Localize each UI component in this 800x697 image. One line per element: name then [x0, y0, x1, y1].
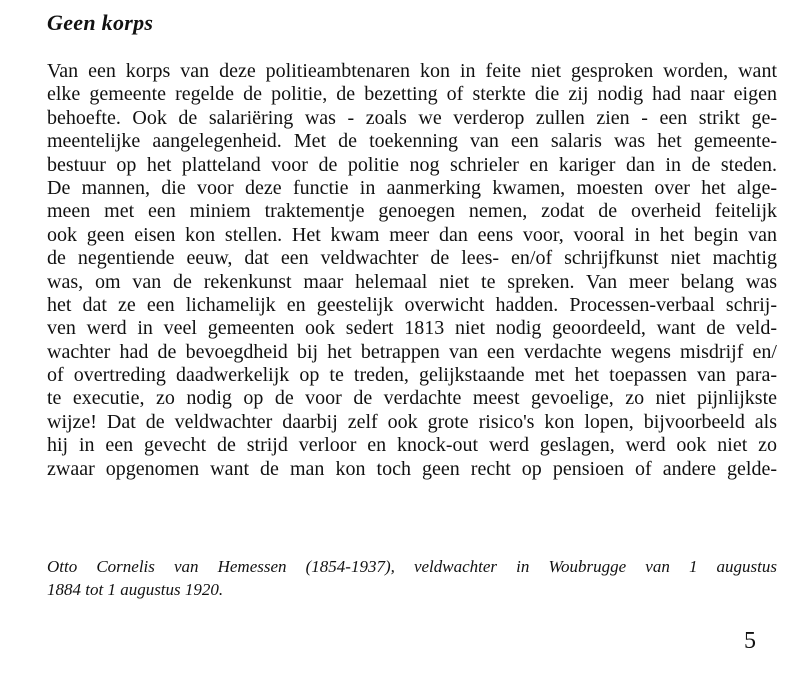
paragraph-line: De mannen, die voor deze functie in aanmerking kwamen, moesten over het alge- — [47, 176, 777, 199]
paragraph-line: ook geen eisen kon stellen. Het kwam meer dan eens voor, vooral in het begin van — [47, 223, 777, 246]
paragraph-line: hij in een gevecht de strijd verloor en knock-out werd geslagen, werd ook niet zo — [47, 434, 777, 457]
paragraph-line: ven werd in veel gemeenten ook sedert 1813 niet nodig geoordeeld, want de veld- — [47, 317, 777, 340]
paragraph-line: de negentiende eeuw, dat een veldwachter de lees- en/of schrijfkunst niet machtig — [47, 247, 777, 270]
paragraph-line: het dat ze een lichamelijk en geestelijk overwicht hadden. Processen-verbaal schrij- — [47, 293, 777, 316]
paragraph-line: wachter had de bevoegdheid bij het betrappen van een verdachte wegens misdrijf en/ — [47, 340, 777, 363]
paragraph-line: was, om van de rekenkunst maar helemaal niet te spreken. Van meer belang was — [47, 270, 777, 293]
caption-line: 1884 tot 1 augustus 1920. — [47, 580, 224, 599]
body-paragraph — [47, 60, 777, 481]
section-heading: Geen korps — [47, 10, 154, 35]
paragraph-line: te executie, zo nodig op de voor de verdachte meest gevoelige, zo niet pijnlijkste — [47, 387, 777, 410]
paragraph-line: Van een korps van deze politieambtenaren kon in feite niet gesproken worden, want — [47, 60, 777, 82]
paragraph-line: of overtreding daadwerkelijk op te treden, gelijkstaande met het toepassen van para- — [47, 364, 777, 387]
caption-line: Otto Cornelis van Hemessen (1854-1937), veldwachter in Woubrugge van 1 augustus — [47, 557, 777, 576]
paragraph-line: meentelijke aangelegenheid. Met de toekenning van een salaris was het gemeente- — [47, 130, 777, 153]
paragraph-line: elke gemeente regelde de politie, de bezetting of sterkte die zij nodig had naar eigen — [47, 83, 777, 106]
paragraph-line: behoefte. Ook de salariëring was - zoals we verderop zullen zien - een strikt ge- — [47, 106, 777, 129]
page-number: 5 — [744, 628, 756, 654]
photo-caption — [47, 555, 777, 601]
paragraph-line: wijze! Dat de veldwachter daarbij zelf ook grote risico's kon lopen, bijvoorbeeld als — [47, 410, 777, 433]
paragraph-line: bestuur op het platteland voor de politie nog schrieler en kariger dan in de steden. — [47, 153, 777, 176]
paragraph-line: meen met een miniem traktementje genoegen nemen, zodat de overheid feitelijk — [47, 200, 777, 223]
paragraph-line: zwaar opgenomen want de man kon toch geen recht op pensioen of andere gelde- — [47, 457, 777, 480]
